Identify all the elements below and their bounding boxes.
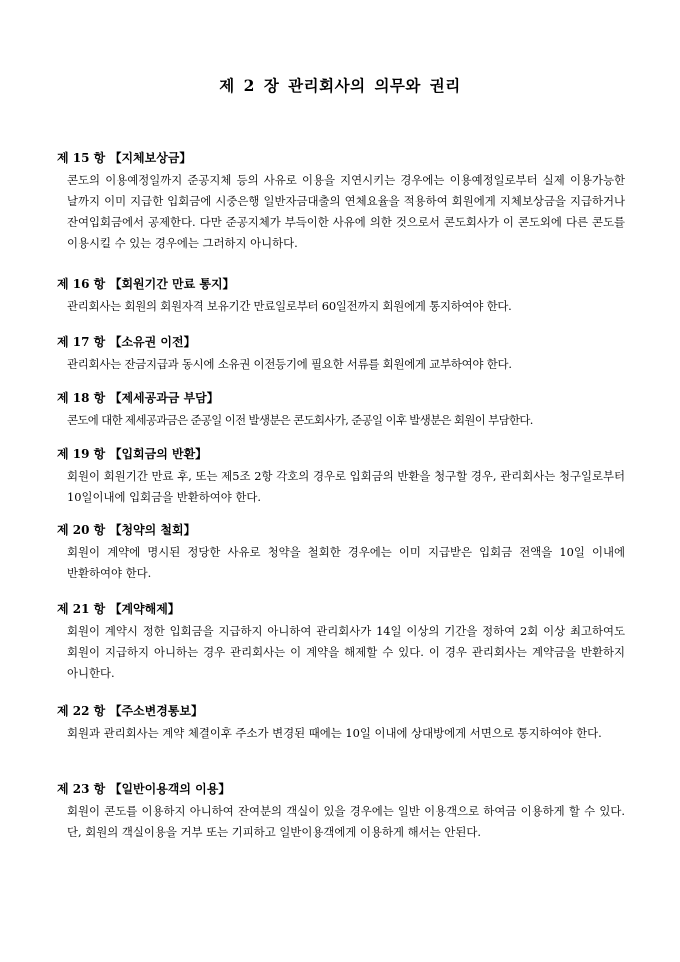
article-number: 제 20 항 [57, 523, 106, 537]
article-heading [57, 276, 625, 292]
article-title: 【회원기간 만료 통지】 [109, 277, 235, 291]
article-title: 【제세공과금 부담】 [109, 391, 219, 405]
article-title: 【입회금의 반환】 [109, 447, 208, 461]
article-number: 제 17 항 [57, 335, 106, 349]
chapter-title: 제 2 장 관리회사의 의무와 권리 [219, 76, 461, 95]
article-text: 회원이 콘도를 이용하지 아니하여 잔여분의 객실이 있을 경우에는 일반 이용객으로 하여금 이용하게 할 수 있다. 단, 회원의 객실이용을 거부 또는 기피하고 일반이용객에게 이용하게 해서는 안된다. [67, 804, 625, 839]
article-title: 【일반이용객의 이용】 [109, 782, 231, 796]
article-21 [57, 601, 625, 684]
article-text: 회원과 관리회사는 계약 체결이후 주소가 변경된 때에는 10일 이내에 상대방에게 서면으로 통지하여야 한다. [67, 726, 602, 740]
article-number: 제 16 항 [57, 277, 106, 291]
article-heading [57, 150, 625, 166]
article-title: 【주소변경통보】 [109, 704, 203, 718]
article-19 [57, 446, 625, 508]
article-16 [57, 276, 625, 317]
article-text: 콘도에 대한 제세공과금은 준공일 이전 발생분은 콘도회사가, 준공일 이후 발생분은 회원이 부담한다. [67, 413, 533, 427]
article-number: 제 15 항 [57, 151, 106, 165]
article-15 [57, 150, 625, 254]
article-title: 【청약의 철회】 [109, 523, 196, 537]
article-title: 【지체보상금】 [109, 151, 192, 165]
article-title: 【계약해제】 [109, 602, 180, 616]
article-number: 제 23 항 [57, 782, 106, 796]
article-22 [57, 703, 625, 744]
article-text: 관리회사는 회원의 회원자격 보유기간 만료일로부터 60일전까지 회원에게 통지하여야 한다. [67, 299, 512, 313]
article-text: 콘도의 이용예정일까지 준공지체 등의 사유로 이용을 지연시키는 경우에는 이용예정일로부터 실제 이용가능한 날까지 이미 지급한 입회금에 시중은행 일반자금대출의 연체요율을 적용하여 회원에게 지체보상금을 지급하거나 잔여입회금에서 공제한다. 다만 준공지체가 부득이한 사유에 의한 것으로서 콘도회사가 이 콘도외에 다른 콘도를 이용시킬 수 있는 경우에는 그러하지 아니하다. [67, 173, 625, 250]
article-20 [57, 522, 625, 584]
article-18 [57, 390, 625, 431]
article-heading [57, 703, 625, 719]
article-text: 관리회사는 잔금지급과 동시에 소유권 이전등기에 필요한 서류를 회원에게 교부하여야 한다. [67, 357, 512, 371]
article-heading [57, 781, 625, 797]
article-title: 【소유권 이전】 [109, 335, 196, 349]
article-number: 제 22 항 [57, 704, 106, 718]
article-text: 회원이 회원기간 만료 후, 또는 제5조 2항 각호의 경우로 입회금의 반환을 청구할 경우, 관리회사는 청구일로부터 10일이내에 입회금을 반환하여야 한다. [67, 469, 625, 504]
article-23 [57, 781, 625, 843]
article-heading [57, 390, 625, 406]
article-heading [57, 446, 625, 462]
article-text: 회원이 계약에 명시된 정당한 사유로 청약을 철회한 경우에는 이미 지급받은 입회금 전액을 10일 이내에 반환하여야 한다. [67, 545, 625, 580]
article-text: 회원이 계약시 정한 입회금을 지급하지 아니하여 관리회사가 14일 이상의 기간을 정하여 2회 이상 최고하여도 회원이 지급하지 아니하는 경우 관리회사는 이 계약을 해제할 수 있다. 이 경우 관리회사는 계약금을 반환하지 아니한다. [67, 624, 625, 680]
article-17 [57, 334, 625, 375]
article-heading [57, 601, 625, 617]
article-number: 제 21 항 [57, 602, 106, 616]
article-number: 제 19 항 [57, 447, 106, 461]
article-number: 제 18 항 [57, 391, 106, 405]
article-heading [57, 334, 625, 350]
article-heading [57, 522, 625, 538]
